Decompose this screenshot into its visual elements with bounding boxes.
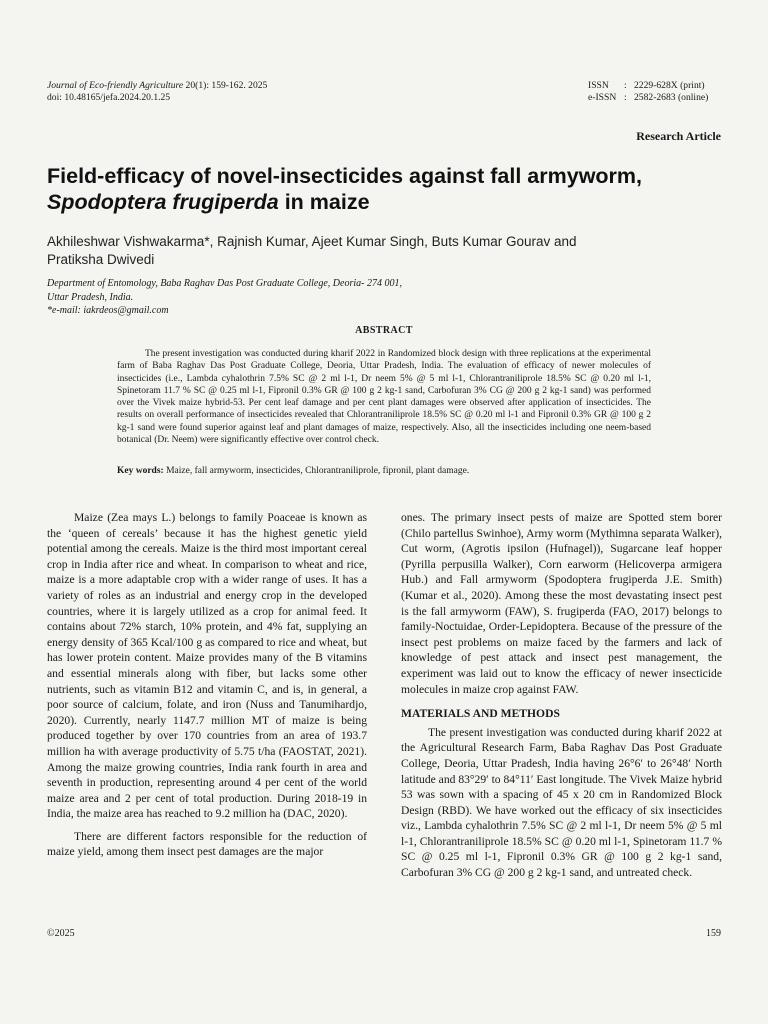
issn-block [588,80,728,104]
eissn-value: 2582-2683 (online) [634,92,709,103]
page-number: 159 [706,928,721,939]
left-column [47,510,367,860]
authors-line-2: Pratiksha Dwivedi [47,252,155,267]
affiliation-line-2: Uttar Pradesh, India. [47,291,134,303]
journal-volume: 20(1): 159-162. 2025 [183,80,268,91]
article-type: Research Article [636,129,721,143]
intro-paragraph-1: Maize (Zea mays L.) belongs to family Poaceae is known as the ‘queen of cereals’ because it has the highest genetic yield potential among the cereals. Maize is the third most important cereal crop in India after rice and wheat. In comparison to wheat and rice, maize is a more adaptable crop with a wider range of uses. It has a variety of roles as an industrial and energy crop in the developed countries, where it is largely utilized as a crop for animal feed. It contains about 72% starch, 10% protein, and 4% fat, supplying an energy density of 365 Kcal/100 g as compared to rice and wheat, but has lower protein content. Maize provides many of the B vitamins and essential minerals along with fiber, but lacks some other nutrients, such as vitamin B12 and vitamin C, and is, in general, a poor source of calcium, folate, and iron (Nuss and Tanumihardjo, 2020). Currently, nearly 1147.7 million MT of maize is being produced together by over 170 countries from an area of 193.7 million ha with average productivity of 5.75 t/ha (FAOSTAT, 2021). Among the maize growing countries, India rank fourth in area and seventh in production, representing around 4 per cent of the world maize area and 2 per cent of total production. During 2018-19 in India, the maize area has reached to 9.2 million ha (DAC, 2020). [47,511,367,821]
eissn-sep: : [624,92,627,103]
affiliation [47,277,607,318]
authors-line-1: Akhileshwar Vishwakarma*, Rajnish Kumar, Ajeet Kumar Singh, Buts Kumar Gourav and [47,234,577,249]
title-line-2: in maize [278,190,370,214]
intro-paragraph-2: There are different factors responsible for the reduction of maize yield, among them insect pest damages are the major [47,829,367,859]
journal-name: Journal of Eco-friendly Agriculture [47,80,184,91]
journal-citation [47,80,377,104]
keywords-label: Key words: [117,466,164,476]
authors [47,233,727,269]
article-title [47,163,727,215]
right-column [401,510,722,881]
issn-sep: : [624,80,627,91]
section-heading-materials-methods: MATERIALS AND METHODS [401,707,560,721]
abstract-text: The present investigation was conducted during kharif 2022 in Randomized block design with three replications at the experimental farm of Baba Raghav Das Post Graduate College, Deoria, Uttar Pradesh, India. The evaluation of efficacy of newer molecules of insecticides (i.e., Lambda cyhalothrin 7.5% SC @ 2 ml l-1, Dr neem 5% @ 5 ml l-1, Chlorantraniliprole 18.5% SC @ 0.20 ml l-1, Spinetoram 11.7 % SC @ 0.25 ml l-1, Fipronil 0.3% GR @ 100 g 2 kg-1 sand, Carbofuran 3% CG @ 200 g 2 kg-1 sand) was performed over the Vivek maize hybrid-53. Per cent leaf damage and per cent plant damages were observed after application of insecticides. The results on overall performance of insecticides revealed that Chlorantraniliprole 18.5% SC @ 0.20 ml l-1 and Fipronil 0.3% GR @ 100 g 2 kg-1 sand were found superior against leaf and plant damages of maize, respectively. Also, all the insecticides including one neem-based botanical (Dr. Neem) were significantly effective over control check. [117,349,651,446]
issn-value: 2229-628X (print) [634,80,705,91]
intro-paragraph-3: ones. The primary insect pests of maize are Spotted stem borer (Chilo partellus Swinhoe), Army worm (Mythimna separata Walker), Cut worm, (Agrotis ipsilon (Hufnagel)), Sugarcane leaf hopper (Pyrilla perpusilla Walker), Corn earworm (Helicoverpa armigera Hub.) and Fall armyworm (Spodoptera frugiperda J.E. Smith) (Kumar et al., 2020). Among these the most devastating insect pest is the fall armyworm (FAW), S. frugiperda (FAO, 2017) belongs to family-Noctuidae, Order-Lepidoptera. Because of the pressure of the insect pest problems on maize faced by the farmers and lack of knowledge of pest attack and insect pest management, the experiment was laid out to know the efficacy of newer insecticide molecules in maize crop against FAW. [401,511,722,696]
title-species: Spodoptera frugiperda [47,190,279,214]
title-line-1: Field-efficacy of novel-insecticides against fall armyworm, [47,164,643,188]
methods-paragraph-1: The present investigation was conducted during kharif 2022 at the Agricultural Research Farm, Baba Raghav Das Post Graduate College, Deoria, Uttar Pradesh, India having 26°6′ to 26°48′ North latitude and 83°29′ to 84°11′ East longitude. The Vivek Maize hybrid 53 was sown with a spacing of 45 x 20 cm in Randomized Block Design (RBD). We have worked out the efficacy of six insecticides viz., Lambda cyhalothrin 7.5% SC @ 2 ml l-1, Dr neem 5% @ 5 ml l-1, Chlorantraniliprole 18.5% SC @ 0.20 ml l-1, Spinetoram 11.7 % SC @ 0.25 ml l-1, Fipronil 0.3% GR @ 100 g 2 kg-1 sand, Carbofuran 3% CG @ 200 g 2 kg-1 sand, and untreated check. [401,725,722,880]
doi[interactable]: doi: 10.48165/jefa.2024.20.1.25 [47,92,171,103]
keywords-list: Maize, fall armyworm, insecticides, Chlorantraniliprole, fipronil, plant damage. [163,466,470,476]
corresponding-email[interactable]: *e-mail: iakrdeos@gmail.com [47,305,169,316]
abstract-heading: ABSTRACT [355,325,413,336]
eissn-label: e-ISSN [588,92,617,103]
copyright: ©2025 [47,928,75,939]
keywords [117,465,651,477]
issn-label: ISSN [588,80,609,91]
affiliation-line-1: Department of Entomology, Baba Raghav Das Post Graduate College, Deoria- 274 001, [47,278,402,289]
